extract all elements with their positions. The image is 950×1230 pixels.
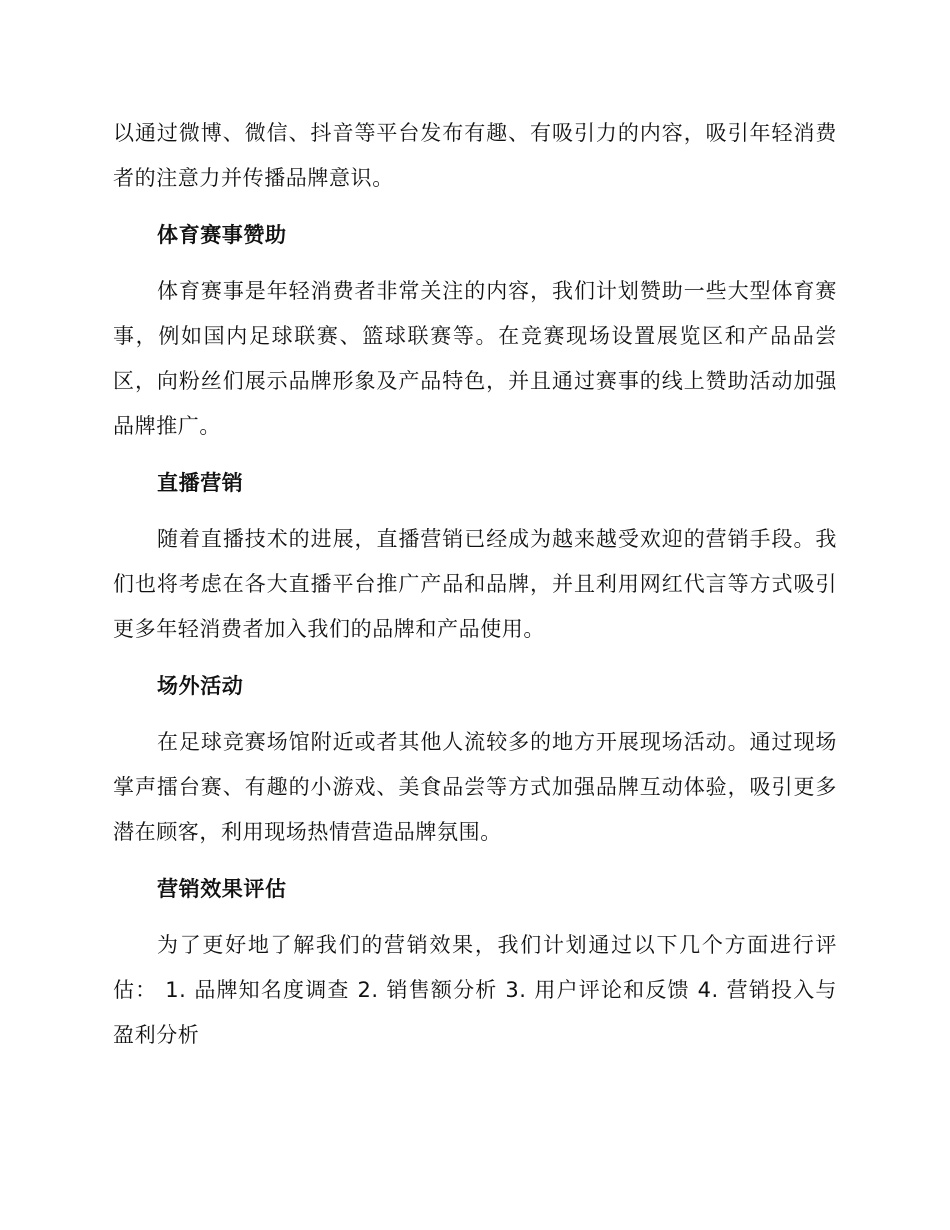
section-heading-offsite-events: 场外活动 — [157, 674, 244, 698]
section-body-live-streaming: 随着直播技术的进展，直播营销已经成为越来越受欢迎的营销手段。我们也将考虑在各大直播平台推广产品和品牌，并且利用网红代言等方式吸引更多年轻消费者加入我们的品牌和产品使用。 — [113, 527, 837, 641]
section-body-marketing-evaluation: 为了更好地了解我们的营销效果，我们计划通过以下几个方面进行评估： 1. 品牌知名度调查 2. 销售额分析 3. 用户评论和反馈 4. 营销投入与盈利分析 — [113, 933, 837, 1047]
intro-continuation-paragraph: 以通过微博、微信、抖音等平台发布有趣、有吸引力的内容，吸引年轻消费者的注意力并传播品牌意识。 — [113, 121, 837, 190]
section-heading-live-streaming: 直播营销 — [157, 471, 244, 495]
section-body-sports-sponsorship: 体育赛事是年轻消费者非常关注的内容，我们计划赞助一些大型体育赛事，例如国内足球联赛、篮球联赛等。在竞赛现场设置展览区和产品品尝区，向粉丝们展示品牌形象及产品特色，并且通过赛事的线上赞助活动加强品牌推广。 — [113, 279, 837, 438]
document-body — [113, 111, 837, 1058]
section-heading-sports-sponsorship: 体育赛事赞助 — [157, 223, 287, 247]
section-heading-marketing-evaluation: 营销效果评估 — [157, 877, 287, 901]
section-body-offsite-events: 在足球竞赛场馆附近或者其他人流较多的地方开展现场活动。通过现场掌声擂台赛、有趣的小游戏、美食品尝等方式加强品牌互动体验，吸引更多潜在顾客，利用现场热情营造品牌氛围。 — [113, 730, 837, 844]
